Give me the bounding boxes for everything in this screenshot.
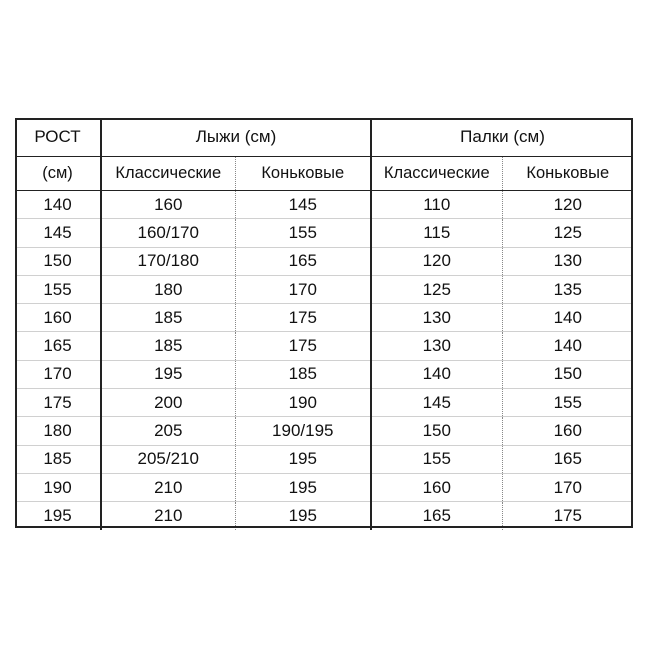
pole-classic-header: Классические [371,157,502,191]
ski-size-table [15,118,633,530]
ski-classic-cell: 185 [101,304,235,332]
pole-skate-cell: 150 [502,360,633,388]
pole-skate-cell: 140 [502,304,633,332]
height-header: РОСТ [15,118,101,157]
ski-classic-cell: 180 [101,275,235,303]
pole-classic-cell: 165 [371,502,502,530]
pole-classic-cell: 120 [371,247,502,275]
ski-skate-cell: 155 [235,219,371,247]
pole-skate-cell: 170 [502,473,633,501]
ski-skate-cell: 145 [235,191,371,219]
height-cell: 165 [15,332,101,360]
pole-skate-cell: 175 [553,505,582,525]
pole-classic-cell: 160 [371,473,502,501]
pole-classic-cell: 145 [371,389,502,417]
header-row-top [15,118,633,157]
height-cell: 145 [15,219,101,247]
pole-classic-cell: 155 [371,445,502,473]
ski-skate-cell: 190/195 [235,417,371,445]
table-row [15,332,633,360]
ski-skate-cell: 175 [235,304,371,332]
poles-header: Палки (см) [371,118,633,157]
ski-classic-cell: 185 [101,332,235,360]
pole-skate-cell: 165 [502,445,633,473]
ski-skate-cell: 195 [235,445,371,473]
table-row [15,219,633,247]
height-cell: 170 [15,360,101,388]
height-cell: 190 [15,473,101,501]
pole-skate-cell: 160 [502,417,633,445]
ski-classic-cell: 205/210 [101,445,235,473]
ski-classic-cell: 210 [101,502,235,530]
skis-header: Лыжи (см) [101,118,371,157]
pole-classic-cell: 125 [371,275,502,303]
table-row [15,417,633,445]
ski-skate-cell: 175 [235,332,371,360]
pole-skate-cell: 130 [502,247,633,275]
table-body [15,191,633,530]
pole-skate-cell: 120 [502,191,633,219]
ski-classic-cell: 160 [101,191,235,219]
table-row [15,247,633,275]
table-row [15,360,633,388]
table-row [15,445,633,473]
pole-classic-cell: 150 [371,417,502,445]
pole-classic-cell: 110 [371,191,502,219]
height-cell: 140 [15,191,101,219]
ski-classic-cell: 200 [101,389,235,417]
ski-skate-cell: 190 [235,389,371,417]
height-cell: 180 [15,417,101,445]
pole-classic-cell: 130 [371,332,502,360]
header-row-sub [15,157,633,191]
table-row [15,304,633,332]
height-cell: 160 [15,304,101,332]
table-row [15,473,633,501]
pole-classic-cell: 140 [371,360,502,388]
pole-classic-cell: 130 [371,304,502,332]
pole-classic-cell: 115 [371,219,502,247]
ski-classic-cell: 205 [101,417,235,445]
table-row [15,191,633,219]
table-row [15,275,633,303]
height-unit-header: (см) [15,157,101,191]
ski-skate-header: Коньковые [235,157,371,191]
pole-skate-cell: 155 [502,389,633,417]
pole-skate-cell: 135 [502,275,633,303]
height-cell: 195 [15,502,101,530]
ski-skate-cell: 170 [235,275,371,303]
table-row [15,502,633,530]
ski-skate-cell: 185 [235,360,371,388]
height-cell: 150 [15,247,101,275]
table-row [15,389,633,417]
ski-classic-cell: 210 [101,473,235,501]
ski-classic-cell: 160/170 [101,219,235,247]
ski-skate-cell: 195 [235,502,371,530]
height-cell: 185 [15,445,101,473]
ski-classic-cell: 170/180 [101,247,235,275]
height-cell: 155 [15,275,101,303]
ski-skate-cell: 195 [235,473,371,501]
pole-skate-cell: 125 [502,219,633,247]
pole-skate-header: Коньковые [502,157,633,191]
ski-skate-cell: 165 [235,247,371,275]
pole-skate-cell: 140 [502,332,633,360]
ski-classic-header: Классические [101,157,235,191]
ski-classic-cell: 195 [101,360,235,388]
height-cell: 175 [15,389,101,417]
